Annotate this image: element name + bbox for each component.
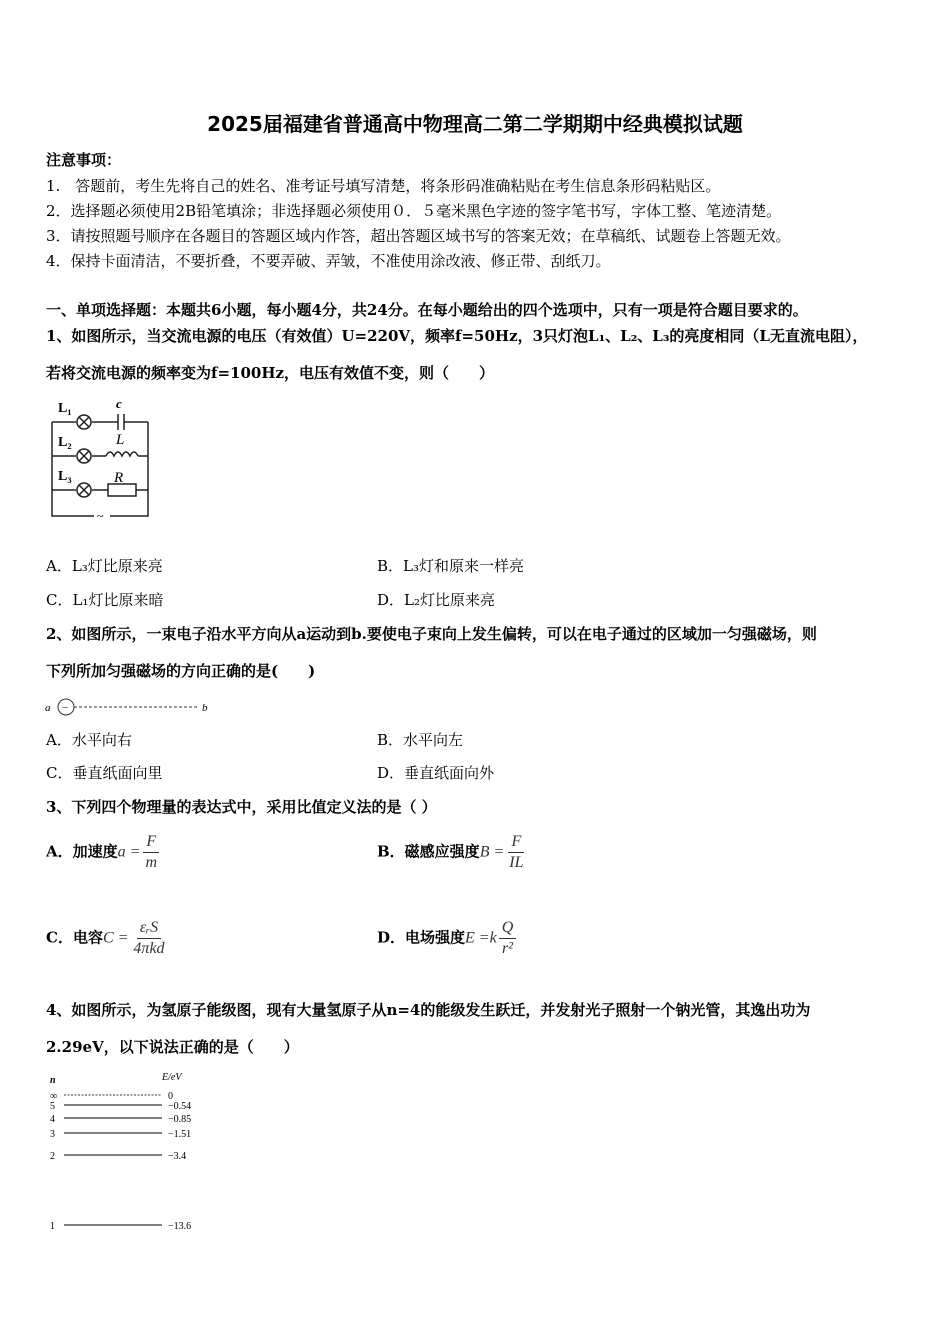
electron-symbol: − [62, 702, 69, 714]
n-axis-label: n [50, 1075, 56, 1086]
level-energy-label: 0 [168, 1091, 173, 1102]
formula-lhs: a = [117, 843, 141, 861]
numerator: Q [499, 918, 517, 939]
level-n-label: 1 [50, 1221, 55, 1232]
page-title: 2025届福建省普通高中物理高二第二学期期中经典模拟试题 [207, 112, 743, 136]
notice-heading: 注意事项： [46, 151, 122, 169]
q3-option-d [377, 918, 518, 959]
q2-option-a: A．水平向右 [46, 731, 132, 749]
level-energy-label: −0.54 [168, 1101, 192, 1112]
q3-option-b [377, 832, 529, 873]
numerator: F [508, 832, 524, 853]
q2-stem: 下列所加匀强磁场的方向正确的是( ) [46, 662, 316, 680]
level-n-label: ∞ [50, 1091, 58, 1102]
section-heading: 一、单项选择题：本题共6小题，每小题4分，共24分。在每小题给出的四个选项中，只有一项是符合题目要求的。 [46, 301, 808, 319]
denominator: IL [509, 854, 524, 871]
level-n-label: 4 [50, 1114, 55, 1125]
q3-stem: 3、下列四个物理量的表达式中，采用比值定义法的是（ ） [46, 798, 437, 816]
notice-item: 1. 答题前，考生先将自己的姓名、准考证号填写清楚，将条形码准确粘贴在考生信息条形码粘贴区。 [46, 177, 721, 195]
energy-axis-label: E/eV [162, 1072, 182, 1083]
numerator: F [143, 832, 159, 853]
point-b-label: b [202, 702, 208, 714]
notice-item: 2．选择题必须使用2B铅笔填涂；非选择题必须使用０．５毫米黑色字迹的签字笔书写，字体工整、笔迹清楚。 [46, 202, 782, 220]
formula-fraction [499, 918, 517, 959]
denominator: 4πkd [133, 940, 165, 957]
q1-stem: 1、如图所示，当交流电源的电压（有效值）U=220V，频率f=50Hz，3只灯泡L₁、L₂、L₃的亮度相同（L无直流电阻）， [46, 327, 868, 345]
formula-fraction [130, 918, 167, 959]
level-n-label: 5 [50, 1101, 55, 1112]
formula-fraction [506, 832, 526, 873]
option-label: D．电场强度 [377, 928, 466, 947]
label-inductor: L [116, 432, 125, 448]
formula-fraction [142, 832, 160, 873]
q1-option-b: B．L₃灯和原来一样亮 [377, 557, 524, 575]
notice-item: 4．保持卡面清洁，不要折叠，不要弄破、弄皱，不准使用涂改液、修正带、刮纸刀。 [46, 252, 611, 270]
level-n-label: 3 [50, 1129, 55, 1140]
notice-item: 3．请按照题号顺序在各题目的答题区域内作答，超出答题区域书写的答案无效；在草稿纸、试题卷上答题无效。 [46, 227, 791, 245]
q4-stem: 2.29eV，以下说法正确的是（ ） [46, 1038, 299, 1056]
level-n-label: 2 [50, 1151, 55, 1162]
denominator: m [145, 854, 157, 871]
q1-stem: 若将交流电源的频率变为f=100Hz，电压有效值不变，则（ ） [46, 364, 495, 382]
q1-option-a: A．L₃灯比原来亮 [46, 557, 163, 575]
option-label: B．磁感应强度 [377, 842, 480, 861]
formula-lhs: B = [479, 843, 505, 861]
circuit-diagram [44, 394, 156, 522]
option-label: A．加速度 [46, 842, 118, 861]
q1-option-c: C．L₁灯比原来暗 [46, 591, 164, 609]
formula-lhs: E =k [465, 929, 497, 947]
label-capacitor: c [116, 396, 122, 411]
label-L1: L₁ [58, 401, 72, 416]
label-L2: L₂ [58, 435, 72, 450]
level-energy-label: −1.51 [168, 1129, 192, 1140]
electron-beam-diagram [44, 696, 214, 718]
q2-option-c: C．垂直纸面向里 [46, 764, 163, 782]
q4-stem: 4、如图所示，为氢原子能级图，现有大量氢原子从n=4的能级发生跃迁，并发射光子照射一个钠光管，其逸出功为 [46, 1001, 811, 1019]
q1-option-d: D．L₂灯比原来亮 [377, 591, 496, 609]
q2-stem: 2、如图所示，一束电子沿水平方向从a运动到b.要使电子束向上发生偏转，可以在电子通过的区域加一匀强磁场，则 [46, 625, 817, 643]
denominator: r² [501, 940, 513, 957]
q3-option-a [46, 832, 162, 873]
numerator: εᵣS [137, 918, 161, 939]
point-a-label: a [45, 702, 51, 714]
level-energy-label: −3.4 [168, 1151, 187, 1162]
q3-option-c [46, 918, 170, 959]
level-energy-label: −13.6 [168, 1221, 192, 1232]
energy-level-diagram [44, 1066, 214, 1236]
q2-option-b: B．水平向左 [377, 731, 464, 749]
option-label: C．电容 [46, 928, 103, 947]
q2-option-d: D．垂直纸面向外 [377, 764, 495, 782]
label-resistor: R [114, 470, 124, 486]
ac-source-symbol: ~ [97, 509, 104, 522]
level-energy-label: −0.85 [168, 1114, 192, 1125]
label-L3: L₃ [58, 469, 72, 484]
formula-lhs: C = [102, 929, 129, 947]
